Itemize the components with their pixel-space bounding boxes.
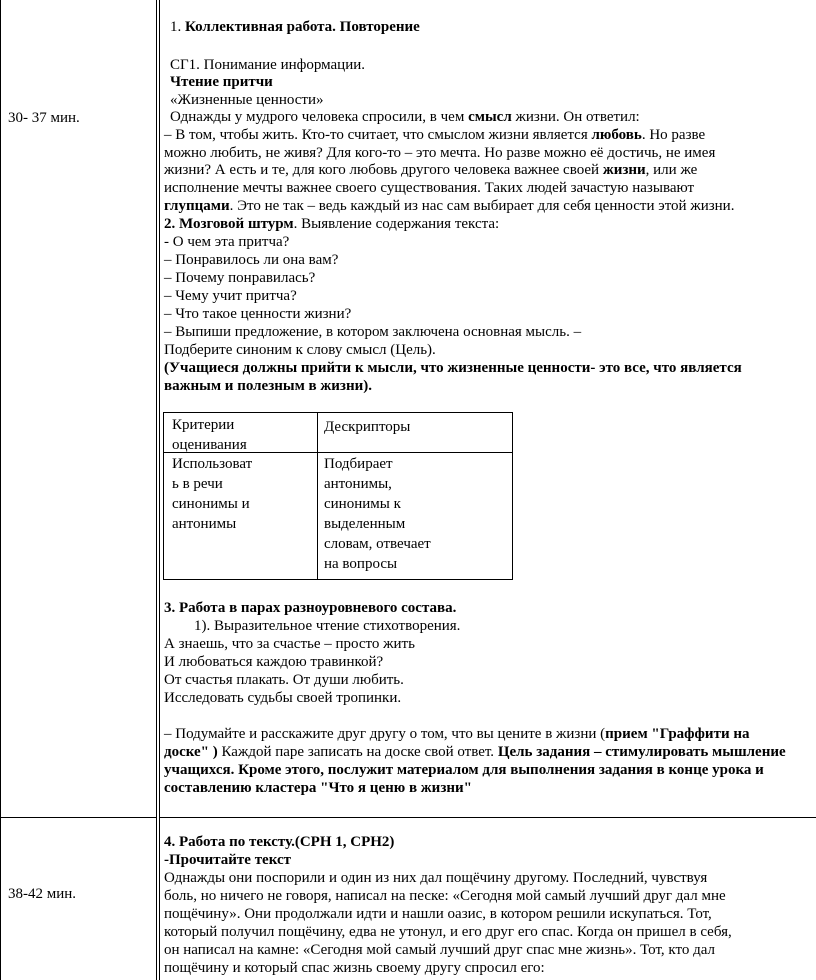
text-segment: И любоваться каждою травинкой?	[164, 654, 384, 670]
criteria-table	[163, 412, 513, 580]
text-line	[164, 726, 749, 743]
text-segment: важным и полезным в жизни).	[164, 378, 372, 394]
text-segment: жизни. Он ответил:	[511, 109, 640, 125]
text-segment: 1). Выразительное чтение стихотворения.	[194, 618, 461, 634]
text-segment: доске" )	[164, 744, 218, 760]
text-segment: Коллективная работа. Повторение	[185, 19, 420, 35]
text-segment: 4. Работа по тексту.(СРН 1, СРН2)	[164, 834, 395, 850]
text-segment: Однажды у мудрого человека спросили, в чем	[170, 109, 469, 125]
text-segment: пощёчину и который спас жизнь своему другу спросил его:	[164, 960, 545, 976]
text-line	[164, 306, 351, 323]
text-segment: жизни? А есть и те, для кого любовь другого человека важнее своей	[164, 162, 603, 178]
text-segment: составлению кластера "Что я ценю в жизни"	[164, 780, 472, 796]
table-header-descriptors: Дескрипторы	[324, 419, 411, 435]
text-line	[164, 942, 715, 959]
text-segment: , или же	[645, 162, 698, 178]
text-line	[164, 127, 705, 144]
time-label-1: 30- 37 мин.	[8, 110, 80, 126]
text-line	[164, 324, 581, 341]
text-segment: учащихся. Кроме этого, послужит материалом для выполнения задания в конце урока и	[164, 762, 764, 778]
text-line	[164, 198, 734, 215]
left-border	[0, 0, 1, 980]
text-segment: . Это не так – ведь каждый из нас сам выбирает для себя ценности этой жизни.	[229, 198, 735, 214]
text-line	[164, 636, 415, 653]
text-line	[164, 270, 315, 287]
text-line	[164, 690, 401, 707]
text-line	[164, 378, 372, 395]
text-segment: пощёчину». Они продолжали идти и нашли оазис, в котором решили искупаться. Тот,	[164, 906, 712, 922]
text-segment: Исследовать судьбы своей тропинки.	[164, 690, 402, 706]
text-segment: – Что такое ценности жизни?	[164, 306, 352, 322]
text-line	[164, 834, 394, 851]
text-line	[164, 234, 289, 251]
text-line	[170, 92, 323, 109]
text-line	[170, 74, 273, 91]
text-segment: Однажды они поспорили и один из них дал пощёчину другому. Последний, чувствуя	[164, 870, 708, 886]
text-segment: смысл	[468, 109, 512, 125]
text-segment: От счастья плакать. От души любить.	[164, 672, 404, 688]
text-line	[164, 252, 338, 269]
text-segment: - О чем эта притча?	[164, 234, 290, 250]
text-segment: глупцами	[164, 198, 230, 214]
text-segment: Каждой паре записать на доске свой ответ.	[217, 744, 498, 760]
text-line	[164, 145, 715, 162]
table-cell-descriptors: Подбирает антонимы, синонимы к выделенным словам, отвечает на вопросы	[324, 456, 431, 572]
table-cell-criteria: Использоват ь в речи синонимы и антонимы	[172, 456, 253, 532]
text-segment: боль, но ничего не говоря, написал на песке: «Сегодня мой самый лучший друг дал мне	[164, 888, 726, 904]
text-line	[164, 288, 297, 305]
text-segment: – В том, чтобы жить. Кто-то считает, что смыслом жизни является	[164, 127, 592, 143]
text-line	[164, 906, 712, 923]
text-segment: . Выявление содержания текста:	[293, 216, 500, 232]
text-segment: – Подумайте и расскажите друг другу о том, что вы цените в жизни (	[164, 726, 606, 742]
text-line	[164, 600, 456, 617]
row-divider-right	[160, 817, 816, 818]
text-segment: который получил пощёчину, едва не утонул, и его друг его спас. Когда он пришел в себя,	[164, 924, 732, 940]
text-segment: 3. Работа в парах разноуровневого состава.	[164, 600, 457, 616]
text-segment: -Прочитайте текст	[164, 852, 292, 868]
text-segment: СГ1. Понимание информации.	[170, 57, 365, 73]
text-segment: (Учащиеся должны прийти к мысли, что жизненные ценности- это все, что является	[164, 360, 742, 376]
text-line	[164, 672, 404, 689]
text-line	[164, 360, 742, 377]
text-segment: – Выпиши предложение, в котором заключена основная мысль. –	[164, 324, 582, 340]
text-line	[194, 618, 460, 635]
text-segment: А знаешь, что за счастье – просто жить	[164, 636, 415, 652]
text-segment: исполнение мечты важнее своего существования. Таких людей зачастую называют	[164, 180, 695, 196]
text-line	[164, 180, 694, 197]
column-divider	[156, 0, 157, 980]
text-line	[164, 870, 707, 887]
text-segment: . Но разве	[641, 127, 706, 143]
text-line	[170, 19, 420, 36]
text-line	[164, 924, 732, 941]
text-line	[170, 109, 640, 126]
text-segment: любовь	[591, 127, 642, 143]
text-line	[164, 780, 472, 797]
text-line	[164, 342, 436, 359]
text-segment: прием "Граффити на	[605, 726, 750, 742]
text-line	[164, 744, 786, 761]
text-segment: он написал на камне: «Сегодня мой самый лучший друг спас мне жизнь». Тот, кто дал	[164, 942, 716, 958]
row-divider	[0, 817, 157, 818]
table-header-criteria: Критерии оценивания	[172, 417, 247, 453]
text-segment: Цель задания – стимулировать мышление	[497, 744, 786, 760]
text-line	[164, 654, 383, 671]
text-segment: Чтение притчи	[170, 74, 273, 90]
text-segment: «Жизненные ценности»	[170, 92, 324, 108]
text-line	[164, 762, 764, 779]
text-segment: – Понравилось ли она вам?	[164, 252, 339, 268]
column-divider-2	[159, 0, 160, 980]
text-line	[170, 57, 365, 74]
text-segment: Подберите синоним к слову смысл (Цель).	[164, 342, 436, 358]
text-segment: жизни	[602, 162, 646, 178]
text-segment: – Чему учит притча?	[164, 288, 297, 304]
text-segment: 2. Мозговой штурм	[164, 216, 294, 232]
text-segment: можно любить, не живя? Для кого-то – это мечта. Но разве можно её достичь, не имея	[164, 145, 716, 161]
text-segment: 1.	[170, 19, 185, 35]
text-line	[164, 216, 499, 233]
text-line	[164, 852, 291, 869]
text-line	[164, 162, 697, 179]
text-line	[164, 960, 545, 977]
time-label-2: 38-42 мин.	[8, 886, 77, 902]
text-segment: – Почему понравилась?	[164, 270, 316, 286]
table-col-divider	[317, 413, 318, 579]
text-line	[164, 888, 726, 905]
